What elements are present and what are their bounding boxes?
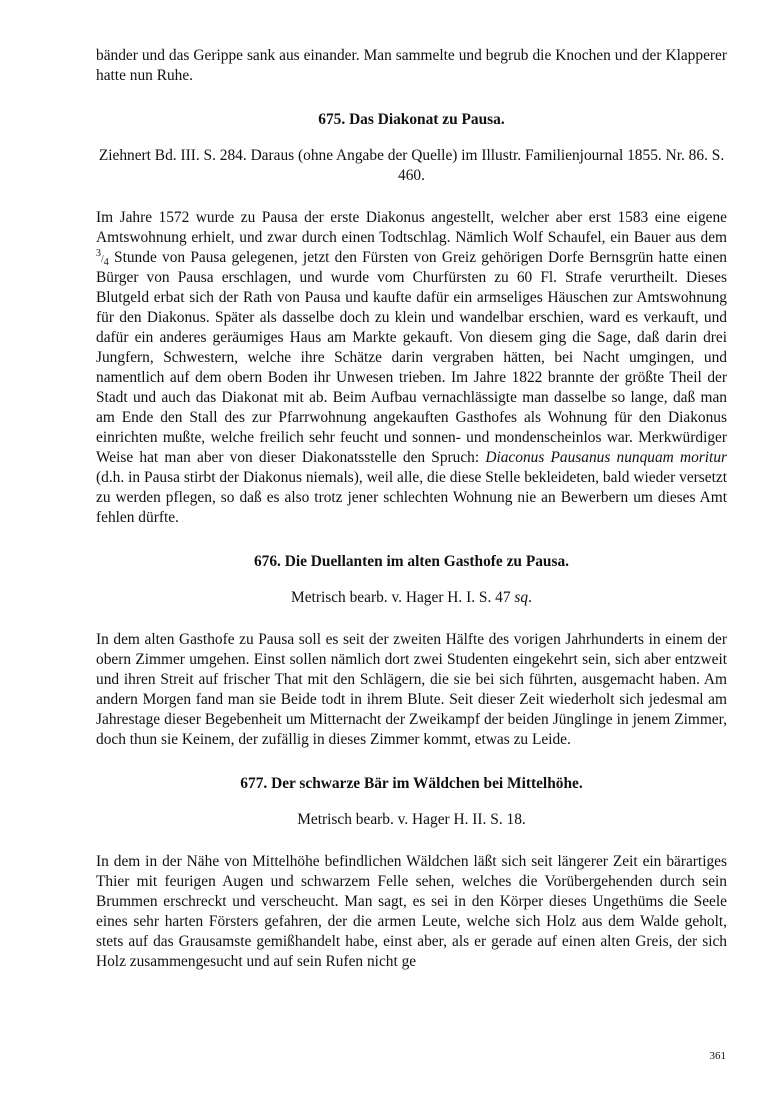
fraction-numerator: 3 [96,248,101,259]
section-675-body-part1: Im Jahre 1572 wurde zu Pausa der erste Diakonus angestellt, welcher aber erst 1583 eine eigene Amtswohnung erhielt, und zwar durch einen Todtschlag. Nämlich Wolf Schaufel, ein Bauer aus dem [96,209,727,246]
spacer [96,794,727,810]
page-content [96,46,727,972]
latin-saying: Diaconus Pausanus nunquam moritur [485,449,727,466]
section-675-body [96,208,727,528]
section-676-source [96,588,727,608]
section-676-source-text: Metrisch bearb. v. Hager H. I. S. 47 [291,589,515,606]
spacer [96,750,727,774]
section-675-source: Ziehnert Bd. III. S. 284. Daraus (ohne Angabe der Quelle) im Illustr. Familienjournal 1855. Nr. 86. S. 460. [98,147,725,184]
section-676-body: In dem alten Gasthofe zu Pausa soll es seit der zweiten Hälfte des vorigen Jahrhunderts in einem der obern Zimmer umgehen. Einst sollen nämlich dort zwei Studenten eingekehrt sein, sich aber entzweit und ihren Streit auf frischer That mit den Schlägern, die sie bei sich führten, ausgemacht haben. Am andern Morgen fand man sie Beide todt in ihrem Blute. Seit dieser Zeit wiederholt sich jedesmal am Jahrestage dieser Begebenheit um Mitternacht der Zweikampf der beiden Jünglinge in jenem Zimmer, doch thun sie Keinem, der zufällig in dieses Zimmer kommt, etwas zu Leide. [96,631,727,748]
intro-paragraph: bänder und das Gerippe sank aus einander. Man sammelte und begrub die Knochen und der Klapperer hatte nun Ruhe. [96,47,727,84]
fraction-slash: / [101,254,104,265]
section-676-source-italic: sq [514,589,529,606]
section-676-heading: 676. Die Duellanten im alten Gasthofe zu Pausa. [253,553,570,570]
section-677-body: In dem in der Nähe von Mittelhöhe befindlichen Wäldchen läßt sich seit längerer Zeit ein bärartiges Thier mit feurigen Augen und schwarzem Felle sehen, welches die Vorübergehenden durch sein Brummen erschreckt und verscheucht. Man sagt, es sei in den Körper dieses Ungethüms die Seele eines sehr harten Försters gefahren, der die armen Leute, welche sich Holz aus dem Walde geholt, stets auf das Grausamste gemißhandelt habe, einst aber, als er gerade auf einen alten Greis, der sich Holz zusammengesucht und auf sein Rufen nicht ge [96,853,727,970]
page-number: 361 [709,1050,726,1062]
section-677-source: Metrisch bearb. v. Hager H. II. S. 18. [297,811,526,828]
section-675-body-part2: Stunde von Pausa gelegenen, jetzt den Fürsten von Greiz gehörigen Dorfe Bernsgrün hatte einen Bürger von Pausa erschlagen, und wurde vom Churfürsten zu 60 Fl. Strafe verurtheilt. Dieses Blutgeld erbat sich der Rath von Pausa und kaufte dafür ein armseliges Häuschen zur Amtswohnung für den Diakonus. Später als dasselbe doch zu klein und wandelbar erschien, ward es verkauft, und dafür ein anderes geräumiges Haus am Markte gekauft. Von diesem ging die Sage, daß darin drei Jungfern, Schwestern, welche ihre Schätze darin vergraben hätten, bei Nacht umgingen, und namentlich auf dem obern Boden ihr Unwesen trieben. Im Jahre 1822 brannte der größte Theil der Stadt und auch das Diakonat mit ab. Beim Aufbau vernachlässigte man dasselbe so lange, daß man am Ende den Stall des zur Pfarrwohnung angekauften Gasthofes als Wohnung für den Diakonus einrichten mußte, welche freilich sehr feucht und sonnen- und mondenscheinlos war. Merkwürdiger Weise hat man aber von dieser Diakonatsstelle den Spruch: [96,249,727,466]
spacer [96,572,727,588]
spacer [96,186,727,208]
section-677-heading: 677. Der schwarze Bär im Wäldchen bei Mittelhöhe. [240,775,583,792]
spacer [96,608,727,630]
section-675-heading: 675. Das Diakonat zu Pausa. [318,111,505,128]
section-676-source-end: . [528,589,532,606]
spacer [96,86,727,110]
spacer [96,130,727,146]
section-675-body-part3: (d.h. in Pausa stirbt der Diakonus niemals), weil alle, die diese Stelle bekleideten, bald wieder versetzt zu werden pflegen, so daß es also trotz jener schlechten Wohnung nie an Bewerbern um dieses Amt fehlen dürfte. [96,469,727,526]
spacer [96,830,727,852]
fraction-denominator: 4 [103,257,109,268]
spacer [96,528,727,552]
